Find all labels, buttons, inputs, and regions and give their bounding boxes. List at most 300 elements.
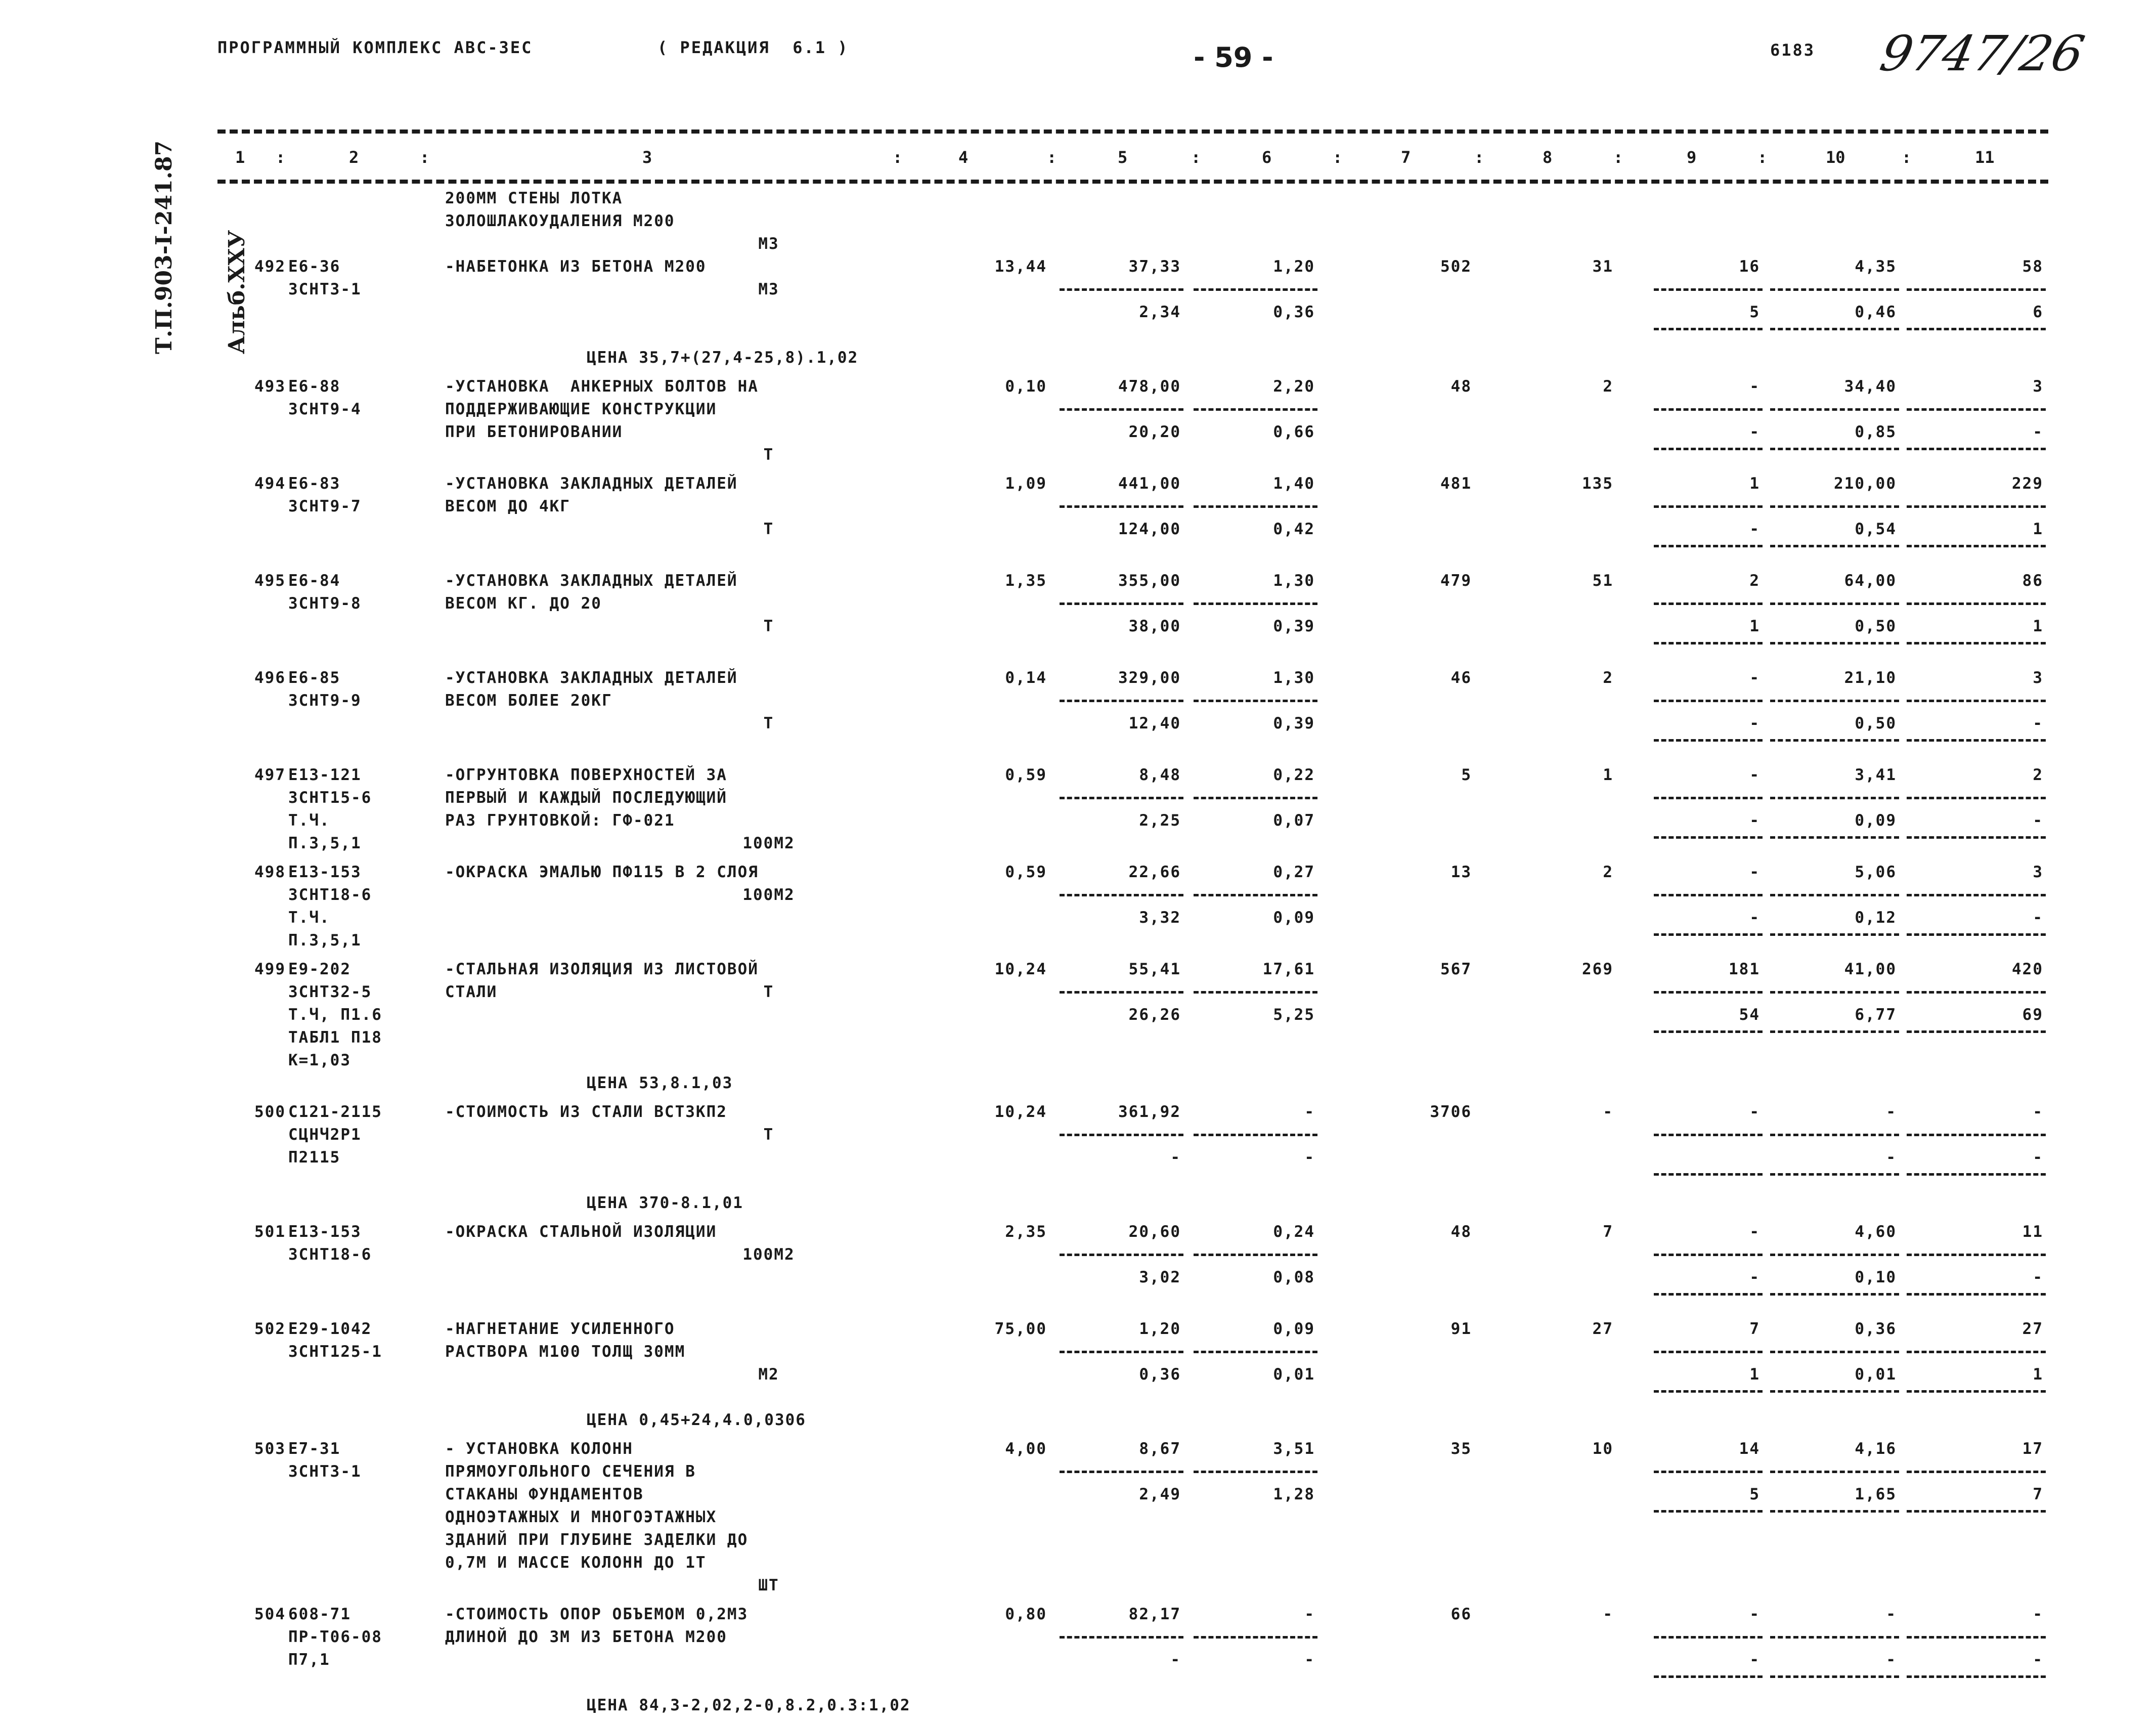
norm-code: ЗСНТ9-7	[288, 497, 362, 515]
separator-dash	[1654, 797, 1763, 799]
unit-label: Т	[763, 983, 774, 1001]
unit-cost-wages: 1,30	[1273, 572, 1315, 590]
unit-cost-machine-wages: 0,39	[1273, 714, 1315, 733]
unit-cost-machine-wages: 0,36	[1273, 303, 1315, 321]
machine-cost: 14	[1739, 1440, 1760, 1458]
labor-per-unit: 4,35	[1855, 257, 1897, 276]
row-number: 498	[254, 863, 286, 881]
unit-cost-total: 329,00	[1118, 669, 1181, 687]
separator-dash	[1770, 1351, 1899, 1353]
total-cost: 502	[1440, 257, 1472, 276]
unit-label: Т	[763, 1126, 774, 1144]
separator-dash	[1770, 1173, 1899, 1176]
norm-code: Е13-121	[288, 766, 362, 784]
labor-machine-unit: 0,01	[1855, 1365, 1897, 1384]
separator-dash	[1907, 991, 2046, 994]
labor-machine-total: 69	[2022, 1006, 2043, 1024]
separator-dash	[1654, 836, 1763, 839]
unit-cost-machine-wages: 5,25	[1273, 1006, 1315, 1024]
separator-dash	[1194, 288, 1317, 291]
separator-dash	[1770, 836, 1899, 839]
machine-cost: -	[1749, 863, 1760, 881]
norm-code: ЗСНТ9-9	[288, 692, 362, 710]
norm-code: Е6-36	[288, 257, 341, 276]
separator-dash	[1907, 545, 2046, 547]
unit-label: 100М2	[742, 1245, 795, 1264]
separator-dash	[1907, 328, 2046, 330]
separator-dash	[1060, 1351, 1183, 1353]
separator-dash	[1654, 894, 1763, 896]
labor-total: 3	[2033, 863, 2043, 881]
labor-machine-total: -	[2033, 1148, 2043, 1167]
separator-dash	[1654, 700, 1763, 702]
separator-dash	[1654, 408, 1763, 411]
separator-dash	[1654, 1471, 1763, 1473]
table-row	[0, 570, 2156, 667]
price-formula: ЦЕНА 35,7+(27,4-25,8).1,02	[587, 349, 859, 367]
labor-machine-total: -	[2033, 1268, 2043, 1286]
unit-cost-machine: 124,00	[1118, 520, 1181, 538]
col-separator: :	[1333, 148, 1343, 167]
unit-cost-wages: -	[1304, 1605, 1315, 1623]
machine-cost: -	[1749, 1223, 1760, 1241]
quantity: 0,80	[1005, 1605, 1047, 1623]
norm-code: Е6-88	[288, 377, 341, 396]
norm-code: Т.Ч.	[288, 811, 330, 830]
labor-machine-total: -	[2033, 423, 2043, 441]
separator-dash	[1060, 602, 1183, 605]
work-description: -НАБЕТОНКА ИЗ БЕТОНА М200	[445, 257, 707, 276]
machine-wages: 1	[1749, 617, 1760, 635]
col-8: 8	[1543, 148, 1553, 167]
separator-dash	[1907, 1134, 2046, 1136]
labor-total: 3	[2033, 377, 2043, 396]
unit-cost-machine: -	[1170, 1651, 1181, 1669]
work-description: -ОГРУНТОВКА ПОВЕРХНОСТЕЙ ЗА	[445, 766, 727, 784]
work-description: ПЕРВЫЙ И КАЖДЫЙ ПОСЛЕДУЮЩИЙ	[445, 789, 727, 807]
norm-code: ЗСНТ9-4	[288, 400, 362, 418]
unit-cost-wages: 0,24	[1273, 1223, 1315, 1241]
total-wages: 2	[1603, 377, 1613, 396]
work-description: ПОДДЕРЖИВАЮЩИЕ КОНСТРУКЦИИ	[445, 400, 717, 418]
labor-per-unit: 3,41	[1855, 766, 1897, 784]
unit-cost-machine-wages: 0,09	[1273, 909, 1315, 927]
norm-code: ТАБЛ1 П18	[288, 1028, 382, 1047]
separator-dash	[1770, 505, 1899, 508]
unit-label: ШТ	[758, 1576, 779, 1595]
separator-dash	[1654, 933, 1763, 936]
col-separator: :	[1047, 148, 1057, 167]
separator-dash	[1060, 408, 1183, 411]
col-separator: :	[1902, 148, 1912, 167]
unit-cost-machine: 3,02	[1139, 1268, 1181, 1286]
norm-code: П7,1	[288, 1651, 330, 1669]
total-wages: 269	[1582, 960, 1613, 978]
separator-dash	[1770, 1636, 1899, 1639]
machine-wages: 5	[1749, 303, 1760, 321]
separator-dash	[1654, 1030, 1763, 1033]
unit-cost-total: 8,67	[1139, 1440, 1181, 1458]
separator-dash	[1907, 642, 2046, 644]
table-row	[0, 1603, 2156, 1723]
unit-cost-wages: 3,51	[1273, 1440, 1315, 1458]
separator-dash	[1907, 1510, 2046, 1513]
quantity: 0,14	[1005, 669, 1047, 687]
total-wages: 2	[1603, 669, 1613, 687]
section-title-line: ЗОЛОШЛАКОУДАЛЕНИЯ М200	[445, 212, 675, 230]
separator-dash	[1194, 1636, 1317, 1639]
separator-dash	[1907, 408, 2046, 411]
separator-dash	[1770, 545, 1899, 547]
separator-dash	[1907, 739, 2046, 742]
unit-cost-wages: 0,09	[1273, 1320, 1315, 1338]
machine-wages: -	[1749, 520, 1760, 538]
machine-cost: -	[1749, 1103, 1760, 1121]
separator-dash	[1770, 933, 1899, 936]
col-9: 9	[1687, 148, 1697, 167]
unit-label: Т	[763, 617, 774, 635]
total-wages: 2	[1603, 863, 1613, 881]
quantity: 10,24	[994, 960, 1047, 978]
labor-machine-unit: -	[1886, 1148, 1897, 1167]
labor-per-unit: 21,10	[1844, 669, 1897, 687]
side-label-line1: Т.П.903-I-241.87	[151, 140, 177, 354]
separator-dash	[1060, 797, 1183, 799]
total-wages: -	[1603, 1103, 1613, 1121]
quantity: 13,44	[994, 257, 1047, 276]
work-description: -УСТАНОВКА АНКЕРНЫХ БОЛТОВ НА	[445, 377, 759, 396]
work-description: ВЕСОМ БОЛЕЕ 20КГ	[445, 692, 612, 710]
separator-dash	[1907, 602, 2046, 605]
separator-dash	[1907, 836, 2046, 839]
separator-dash	[1770, 700, 1899, 702]
unit-cost-total: 8,48	[1139, 766, 1181, 784]
row-number: 503	[254, 1440, 286, 1458]
separator-dash	[1060, 991, 1183, 994]
norm-code: П.3,5,1	[288, 931, 362, 950]
separator-dash	[1654, 1173, 1763, 1176]
labor-per-unit: 4,16	[1855, 1440, 1897, 1458]
unit-cost-machine-wages: 0,08	[1273, 1268, 1315, 1286]
unit-cost-total: 55,41	[1128, 960, 1181, 978]
labor-per-unit: 4,60	[1855, 1223, 1897, 1241]
work-description: -УСТАНОВКА ЗАКЛАДНЫХ ДЕТАЛЕЙ	[445, 475, 738, 493]
total-wages: 7	[1603, 1223, 1613, 1241]
separator-dash	[1194, 602, 1317, 605]
row-number: 500	[254, 1103, 286, 1121]
side-label-line2: Альб.XXУ	[224, 230, 250, 354]
separator-dash	[1654, 288, 1763, 291]
labor-total: 2	[2033, 766, 2043, 784]
work-description: СТАКАНЫ ФУНДАМЕНТОВ	[445, 1485, 644, 1503]
norm-code: К=1,03	[288, 1051, 351, 1069]
unit-cost-total: 37,33	[1128, 257, 1181, 276]
unit-cost-total: 22,66	[1128, 863, 1181, 881]
work-description: ВЕСОМ КГ. ДО 20	[445, 594, 602, 613]
separator-dash	[1907, 797, 2046, 799]
norm-code: Е6-84	[288, 572, 341, 590]
machine-wages: -	[1749, 909, 1760, 927]
labor-machine-unit: 0,85	[1855, 423, 1897, 441]
work-description: ПРИ БЕТОНИРОВАНИИ	[445, 423, 623, 441]
separator-dash	[1770, 1510, 1899, 1513]
price-formula: ЦЕНА 0,45+24,4.0,0306	[587, 1411, 806, 1429]
table-row	[0, 472, 2156, 570]
machine-wages: -	[1749, 811, 1760, 830]
separator-dash	[1654, 328, 1763, 330]
labor-machine-unit: 0,12	[1855, 909, 1897, 927]
unit-cost-machine: 20,20	[1128, 423, 1181, 441]
norm-code: СЦНЧ2Р1	[288, 1126, 362, 1144]
separator-dash	[1654, 1351, 1763, 1353]
unit-cost-wages: 0,22	[1273, 766, 1315, 784]
unit-label: М3	[758, 235, 779, 253]
norm-code: ЗСНТЗ-1	[288, 280, 362, 298]
total-cost: 567	[1440, 960, 1472, 978]
machine-cost: 181	[1729, 960, 1760, 978]
table-row	[0, 1101, 2156, 1221]
labor-machine-total: 6	[2033, 303, 2043, 321]
estimate-table	[0, 182, 2156, 1723]
work-description: -УСТАНОВКА ЗАКЛАДНЫХ ДЕТАЛЕЙ	[445, 669, 738, 687]
unit-cost-machine: 3,32	[1139, 909, 1181, 927]
separator-dash	[1194, 991, 1317, 994]
machine-cost: 16	[1739, 257, 1760, 276]
separator-dash	[1907, 1030, 2046, 1033]
separator-dash	[1770, 1675, 1899, 1678]
col-separator: :	[1757, 148, 1768, 167]
separator-dash	[1770, 1030, 1899, 1033]
unit-cost-machine: 0,36	[1139, 1365, 1181, 1384]
total-cost: 5	[1461, 766, 1472, 784]
separator-dash	[1770, 1471, 1899, 1473]
separator-dash	[1907, 505, 2046, 508]
labor-total: 420	[2012, 960, 2043, 978]
separator-dash	[1907, 894, 2046, 896]
top-rule	[217, 130, 2048, 134]
col-4: 4	[958, 148, 969, 167]
separator-dash	[1654, 448, 1763, 450]
unit-cost-machine-wages: 1,28	[1273, 1485, 1315, 1503]
unit-cost-wages: 1,40	[1273, 475, 1315, 493]
table-row	[0, 764, 2156, 861]
unit-cost-wages: 1,30	[1273, 669, 1315, 687]
work-description: -СТАЛЬНАЯ ИЗОЛЯЦИЯ ИЗ ЛИСТОВОЙ	[445, 960, 759, 978]
unit-cost-machine-wages: 0,66	[1273, 423, 1315, 441]
unit-cost-machine: 26,26	[1128, 1006, 1181, 1024]
separator-dash	[1770, 991, 1899, 994]
labor-per-unit: -	[1886, 1605, 1897, 1623]
quantity: 1,35	[1005, 572, 1047, 590]
unit-cost-wages: -	[1304, 1103, 1315, 1121]
unit-cost-total: 20,60	[1128, 1223, 1181, 1241]
total-cost: 48	[1450, 377, 1472, 396]
table-row	[0, 1438, 2156, 1603]
labor-machine-unit: -	[1886, 1651, 1897, 1669]
labor-machine-total: 1	[2033, 520, 2043, 538]
separator-dash	[1907, 448, 2046, 450]
separator-dash	[1654, 1636, 1763, 1639]
total-cost: 46	[1450, 669, 1472, 687]
labor-total: -	[2033, 1605, 2043, 1623]
labor-per-unit: 0,36	[1855, 1320, 1897, 1338]
row-number: 492	[254, 257, 286, 276]
norm-code: П2115	[288, 1148, 341, 1167]
norm-code: ЗСНТ9-8	[288, 594, 362, 613]
unit-cost-machine-wages: 0,39	[1273, 617, 1315, 635]
table-row	[0, 375, 2156, 472]
machine-cost: -	[1749, 1605, 1760, 1623]
unit-label: Т	[763, 714, 774, 733]
unit-cost-wages: 2,20	[1273, 377, 1315, 396]
separator-dash	[1654, 1293, 1763, 1296]
quantity: 0,59	[1005, 863, 1047, 881]
norm-code: Е29-1042	[288, 1320, 372, 1338]
program-title: ПРОГРАММНЫЙ КОМПЛЕКС АВС-ЗЕС	[217, 38, 533, 57]
row-number: 502	[254, 1320, 286, 1338]
total-cost: 35	[1450, 1440, 1472, 1458]
table-row	[0, 233, 2156, 375]
labor-total: 17	[2022, 1440, 2043, 1458]
norm-code: ЗСНТ18-6	[288, 1245, 372, 1264]
unit-cost-machine: -	[1170, 1148, 1181, 1167]
col-7: 7	[1401, 148, 1411, 167]
labor-per-unit: 64,00	[1844, 572, 1897, 590]
separator-dash	[1060, 1134, 1183, 1136]
separator-dash	[1770, 1390, 1899, 1393]
labor-machine-unit: 0,46	[1855, 303, 1897, 321]
labor-machine-unit: 0,50	[1855, 714, 1897, 733]
labor-machine-unit: 0,50	[1855, 617, 1897, 635]
total-cost: 481	[1440, 475, 1472, 493]
col-3: 3	[642, 148, 652, 167]
machine-wages	[1649, 1146, 1760, 1169]
work-description: -УСТАНОВКА ЗАКЛАДНЫХ ДЕТАЛЕЙ	[445, 572, 738, 590]
separator-dash	[1060, 288, 1183, 291]
work-description: ДЛИНОЙ ДО 3М ИЗ БЕТОНА М200	[445, 1628, 727, 1646]
column-header	[0, 148, 2156, 168]
section-title-line: 200ММ СТЕНЫ ЛОТКА	[445, 189, 623, 207]
price-formula: ЦЕНА 84,3-2,02,2-0,8.2,0.3:1,02	[587, 1696, 911, 1714]
labor-per-unit: 41,00	[1844, 960, 1897, 978]
work-description: ЗДАНИЙ ПРИ ГЛУБИНЕ ЗАДЕЛКИ ДО	[445, 1531, 749, 1549]
separator-dash	[1654, 739, 1763, 742]
unit-label: 100М2	[742, 886, 795, 904]
col-6: 6	[1262, 148, 1272, 167]
separator-dash	[1060, 505, 1183, 508]
row-number: 495	[254, 572, 286, 590]
work-description: РАЗ ГРУНТОВКОЙ: ГФ-021	[445, 811, 675, 830]
separator-dash	[1194, 797, 1317, 799]
unit-cost-machine: 2,34	[1139, 303, 1181, 321]
separator-dash	[1770, 408, 1899, 411]
row-number: 501	[254, 1223, 286, 1241]
total-wages: -	[1603, 1605, 1613, 1623]
col-separator: :	[276, 148, 286, 167]
table-row	[0, 1221, 2156, 1318]
machine-cost: -	[1749, 669, 1760, 687]
separator-dash	[1194, 700, 1317, 702]
col-11: 11	[1975, 148, 1995, 167]
separator-dash	[1194, 1471, 1317, 1473]
row-number: 494	[254, 475, 286, 493]
col-separator: :	[1613, 148, 1623, 167]
norm-code: Т.Ч, П1.6	[288, 1006, 382, 1024]
separator-dash	[1060, 700, 1183, 702]
norm-code: ЗСНТ32-5	[288, 983, 372, 1001]
separator-dash	[1770, 894, 1899, 896]
separator-dash	[1194, 1134, 1317, 1136]
separator-dash	[1770, 1134, 1899, 1136]
separator-dash	[1060, 1636, 1183, 1639]
total-cost: 48	[1450, 1223, 1472, 1241]
price-formula: ЦЕНА 370-8.1,01	[587, 1194, 743, 1212]
quantity: 0,10	[1005, 377, 1047, 396]
separator-dash	[1770, 1293, 1899, 1296]
quantity: 10,24	[994, 1103, 1047, 1121]
machine-cost: 7	[1749, 1320, 1760, 1338]
separator-dash	[1770, 328, 1899, 330]
separator-dash	[1907, 1636, 2046, 1639]
separator-dash	[1060, 1471, 1183, 1473]
machine-wages: 1	[1749, 1365, 1760, 1384]
labor-per-unit: 5,06	[1855, 863, 1897, 881]
work-description: СТАЛИ	[445, 983, 498, 1001]
machine-cost: 1	[1749, 475, 1760, 493]
work-description: -ОКРАСКА ЭМАЛЬЮ ПФ115 В 2 СЛОЯ	[445, 863, 759, 881]
work-description: ОДНОЭТАЖНЫХ И МНОГОЭТАЖНЫХ	[445, 1508, 717, 1526]
separator-dash	[1770, 642, 1899, 644]
labor-machine-total: 1	[2033, 617, 2043, 635]
separator-dash	[1770, 739, 1899, 742]
page-number: - 59 -	[1194, 41, 1273, 73]
separator-dash	[1907, 288, 2046, 291]
norm-code: С121-2115	[288, 1103, 382, 1121]
unit-cost-machine: 38,00	[1128, 617, 1181, 635]
unit-cost-machine-wages: -	[1304, 1148, 1315, 1167]
unit-cost-total: 82,17	[1128, 1605, 1181, 1623]
norm-code: Е7-31	[288, 1440, 341, 1458]
labor-per-unit: 34,40	[1844, 377, 1897, 396]
quantity: 4,00	[1005, 1440, 1047, 1458]
separator-dash	[1907, 1471, 2046, 1473]
separator-dash	[1770, 797, 1899, 799]
work-description: -ОКРАСКА СТАЛЬНОЙ ИЗОЛЯЦИИ	[445, 1223, 717, 1241]
row-number: 504	[254, 1605, 286, 1623]
separator-dash	[1907, 933, 2046, 936]
separator-dash	[1194, 1254, 1317, 1256]
norm-code: ПР-Т06-08	[288, 1628, 382, 1646]
work-description: -СТОИМОСТЬ ОПОР ОБЪЕМОМ 0,2М3	[445, 1605, 749, 1623]
labor-machine-total: -	[2033, 909, 2043, 927]
separator-dash	[1907, 1293, 2046, 1296]
total-cost: 13	[1450, 863, 1472, 881]
unit-cost-total: 361,92	[1118, 1103, 1181, 1121]
labor-total: 86	[2022, 572, 2043, 590]
separator-dash	[1654, 1254, 1763, 1256]
col-5: 5	[1118, 148, 1128, 167]
col-2: 2	[349, 148, 359, 167]
separator-dash	[1654, 1134, 1763, 1136]
unit-label: 100М2	[742, 834, 795, 852]
machine-wages: -	[1749, 714, 1760, 733]
norm-code: ЗСНТ125-1	[288, 1343, 382, 1361]
unit-label: Т	[763, 520, 774, 538]
separator-dash	[1194, 1351, 1317, 1353]
labor-machine-total: -	[2033, 811, 2043, 830]
unit-cost-machine-wages: 0,01	[1273, 1365, 1315, 1384]
price-formula: ЦЕНА 53,8.1,03	[587, 1074, 733, 1092]
